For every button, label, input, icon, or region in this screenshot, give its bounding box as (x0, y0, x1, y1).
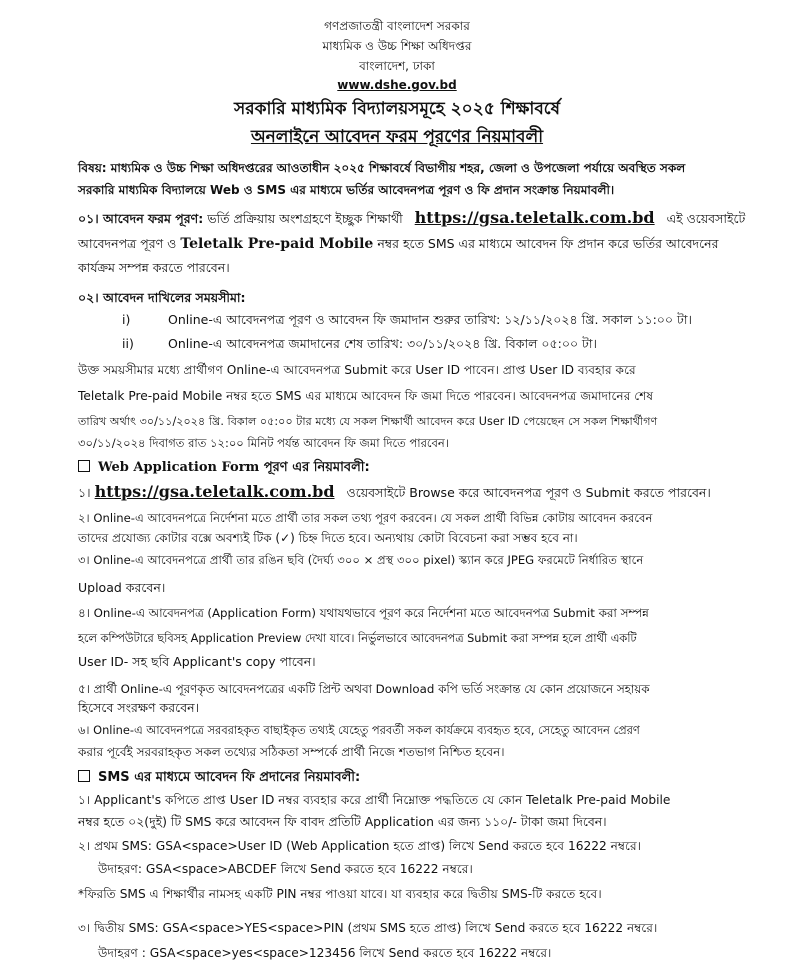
sms-rules-heading-text: SMS এর মাধ্যমে আবেদন ফি প্রদানের নিয়মাবলী: (98, 770, 361, 785)
header-website-link[interactable]: www.dshe.gov.bd (337, 78, 457, 92)
section-01-label: ০১। আবেদন ফরম পূরণ: (78, 211, 204, 226)
web-rules-heading (78, 458, 370, 479)
checkbox-icon (78, 770, 90, 782)
title-line-2: অনলাইনে আবেদন ফরম পূরণের নিয়মাবলী (250, 127, 544, 147)
section-01-line-3: কার্যক্রম সম্পন্ন করতে পারবেন। (78, 260, 230, 275)
web-rule-1 (78, 482, 711, 505)
web-rule-1-link[interactable]: https://gsa.teletalk.com.bd (94, 482, 335, 501)
section-01-line-1 (78, 208, 746, 231)
sms-rule-2-note: *ফিরতি SMS এ শিক্ষার্থীর নামসহ একটি PIN নম্বর পাওয়া যাবে। যা ব্যবহার করে দ্বিতীয় SMS-টি করতে হবে। (78, 887, 602, 901)
web-rule-6-line-1: ৬। Online-এ আবেদনপত্রে সরবরাহকৃত বাছাইকৃত তথ্যই যেহেতু পরবর্তী সকল কার্যক্রমে ব্যবহৃত হবে, সেহেতু আবেদন প্রেরণ (78, 723, 640, 737)
section-01-text-c: আবেদনপত্র পূরণ ও (78, 236, 177, 251)
deadline-item-ii-text: Online-এ আবেদনপত্র জমাদানের শেষ তারিখ: ৩০/১১/২০২৪ খ্রি. বিকাল ০৫:০০ টা। (168, 336, 597, 351)
web-rule-4-line-3: User ID- সহ ছবি Applicant's copy পাবেন। (78, 654, 316, 669)
web-rule-6-line-2: করার পূর্বেই সরবরাহকৃত সকল তথ্যের সঠিকতা সম্পর্কে প্রার্থী নিজে শতভাগ নিশ্চিত হবেন। (78, 745, 505, 759)
web-rule-1-text: ওয়েবসাইটে Browse করে আবেদনপত্র পূরণ ও Submit করতে পারবেন। (346, 485, 711, 500)
sms-rule-2-example: উদাহরণ: GSA<space>ABCDEF লিখে Send করতে হবে 16222 নম্বরে। (98, 862, 473, 876)
sms-rule-3-example: উদাহরণ : GSA<space>yes<space>123456 লিখে Send করতে হবে 16222 নম্বরে। (98, 946, 552, 960)
section-02-label: ০২। আবেদন দাখিলের সময়সীমা: (78, 290, 246, 305)
sms-rule-1-line-2: নম্বর হতে ০২(দুই) টি SMS করে আবেদন ফি বাবদ প্রতিটি Application এর জন্য ১১০/- টাকা জমা দিবেন। (78, 814, 607, 829)
web-rule-4-line-2: হলে কম্পিউটারে ছবিসহ Application Preview দেখা যাবে। নির্ভুলভাবে আবেদনপত্র Submit করা সম্পন্ন হলে প্রার্থী একটি (78, 632, 637, 645)
sms-rule-1-line-1: ১। Applicant's কপিতে প্রাপ্ত User ID নম্বর ব্যবহার করে প্রার্থী নিম্নোক্ত পদ্ধতিতে যে কোন Teletalk Pre-paid Mobile (78, 793, 671, 807)
web-rules-heading-text: পূরণ এর নিয়মাবলী: (263, 460, 370, 475)
subject-line-2: সরকারি মাধ্যমিক বিদ্যালয়ে Web ও SMS এর মাধ্যমে ভর্তির আবেদনপত্র পূরণ ও ফি প্রদান সংক্রান্ত নিয়মাবলী। (78, 183, 615, 197)
web-rule-5-line-1: ৫। প্রার্থী Online-এ পূরণকৃত আবেদনপত্রের একটি প্রিন্ট অথবা Download কপি ভর্তি সংক্রান্ত যে কোন প্রয়োজনে সহায়ক (78, 682, 650, 696)
subject-line-1: বিষয়: মাধ্যমিক ও উচ্চ শিক্ষা অধিদপ্তরের আওতাধীন ২০২৫ শিক্ষাবর্ষে বিভাগীয় শহর, জেলা ও উপজেলা পর্যায়ে অবস্থিত সকল (78, 161, 686, 175)
sms-rule-2-line-1: ২। প্রথম SMS: GSA<space>User ID (Web Application হতে প্রাপ্ত) লিখে Send করতে হবে 16222 নম্বরে। (78, 839, 642, 853)
section-01-text-d: নম্বর হতে SMS এর মাধ্যমে আবেদন ফি প্রদান করে ভর্তির আবেদনের (377, 236, 719, 251)
deadline-item-ii-number: ii) (122, 336, 134, 351)
web-rule-5-line-2: হিসেবে সংরক্ষণ করবেন। (78, 700, 200, 715)
deadline-para-line-1: উক্ত সময়সীমার মধ্যে প্রার্থীগণ Online-এ আবেদনপত্র Submit করে User ID পাবেন। প্রাপ্ত User ID ব্যবহার করে (78, 363, 636, 377)
header-government: গণপ্রজাতন্ত্রী বাংলাদেশ সরকার (324, 19, 470, 33)
deadline-item-i-number: i) (122, 312, 131, 327)
section-01-text-a: ভর্তি প্রক্রিয়ায় অংশগ্রহণে ইচ্ছুক শিক্ষার্থী (207, 211, 403, 226)
deadline-para-line-4: ৩০/১১/২০২৪ দিবাগত রাত ১২:০০ মিনিট পর্যন্ত আবেদন ফি জমা দিতে পারবেন। (78, 436, 449, 450)
title-line-1: সরকারি মাধ্যমিক বিদ্যালয়সমূহে ২০২৫ শিক্ষাবর্ষে (233, 99, 561, 119)
section-01-text-b: এই ওয়েবসাইটে (666, 211, 746, 226)
checkbox-icon (78, 460, 90, 472)
deadline-para-line-3: তারিখ অর্থাৎ ৩০/১১/২০২৪ খ্রি. বিকাল ০৫:০০ টার মধ্যে যে সকল শিক্ষার্থী আবেদন করে User ID পেয়েছেন সে সকল শিক্ষার্থীগণ (78, 415, 658, 428)
web-rule-1-number: ১। (78, 485, 91, 500)
web-rule-2-line-1: ২। Online-এ আবেদনপত্রে নির্দেশনা মতে প্রার্থী তার সকল তথ্য পূরণ করবেন। যে সকল প্রার্থী বিভিন্ন কোটায় আবেদন করবেন (78, 511, 653, 525)
section-01-line-2 (78, 236, 718, 256)
header-location: বাংলাদেশ, ঢাকা (359, 59, 435, 73)
web-rule-4-line-1: ৪। Online-এ আবেদনপত্র (Application Form) যথাযথভাবে পূরণ করে নির্দেশনা মতে আবেদনপত্র Submit করা সম্পন্ন (78, 606, 649, 620)
sms-rule-3-line-1: ৩। দ্বিতীয় SMS: GSA<space>YES<space>PIN (প্রথম SMS হতে প্রাপ্ত) লিখে Send করতে হবে 16222 নম্বরে। (78, 921, 658, 935)
teletalk-mobile-label: Teletalk Pre-paid Mobile (180, 236, 374, 252)
deadline-para-line-2: Teletalk Pre-paid Mobile নম্বর হতে SMS এর মাধ্যমে আবেদন ফি জমা দিতে পারবেন। আবেদনপত্র জমাদানের শেষ (78, 389, 654, 403)
web-rule-2-line-2: তাদের প্রযোজ্য কোটার বক্সে অবশ্যই টিক (✓) চিহ্ন দিতে হবে। অন্যথায় কোটা বিবেচনা করা সম্ভব হবে না। (78, 531, 578, 545)
web-form-label: Web Application Form (98, 460, 260, 475)
sms-rules-heading (78, 768, 360, 789)
header-department: মাধ্যমিক ও উচ্চ শিক্ষা অধিদপ্তর (322, 39, 472, 53)
teletalk-website-link[interactable]: https://gsa.teletalk.com.bd (414, 208, 655, 227)
web-rule-3-line-1: ৩। Online-এ আবেদনপত্রে প্রার্থী তার রঙিন ছবি (দৈর্ঘ্য ৩০০ × প্রস্থ ৩০০ pixel) স্ক্যান করে JPEG ফরমেটে নির্ধারিত স্থানে (78, 553, 644, 567)
deadline-item-i-text: Online-এ আবেদনপত্র পূরণ ও আবেদন ফি জমাদান শুরুর তারিখ: ১২/১১/২০২৪ খ্রি. সকাল ১১:০০ টা। (168, 312, 692, 327)
web-rule-3-line-2: Upload করবেন। (78, 580, 166, 595)
